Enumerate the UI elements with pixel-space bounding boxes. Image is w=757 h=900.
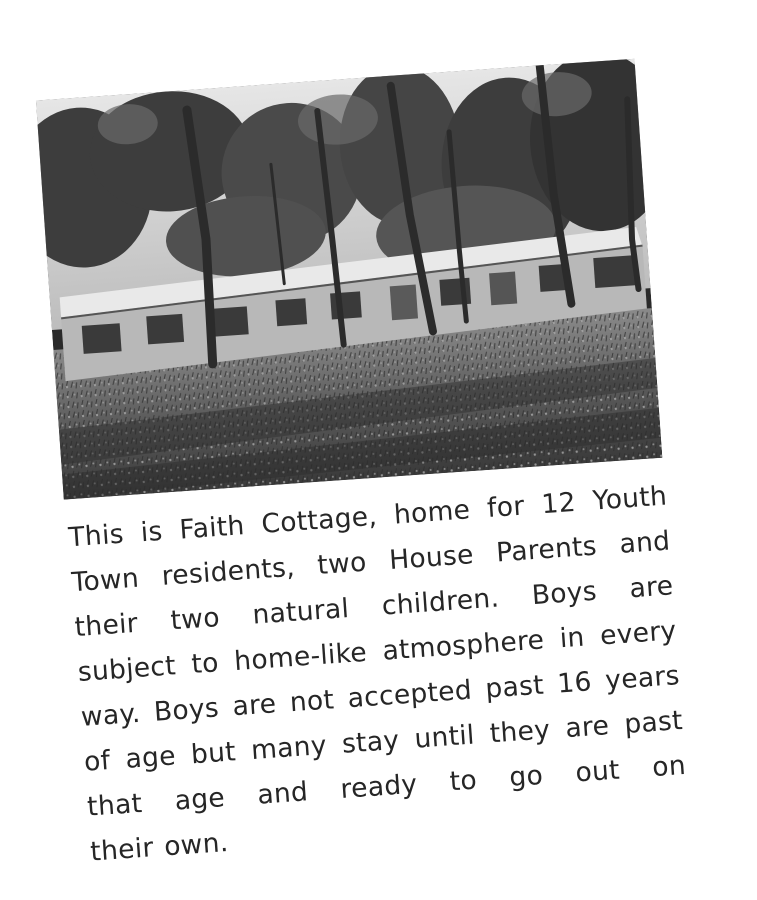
faith-cottage-photo bbox=[36, 59, 662, 500]
caption-line: subject to home-like atmosphere in every bbox=[76, 615, 678, 688]
caption-line: Town residents, two House Parents and bbox=[70, 525, 672, 599]
caption-line: that age and ready to go out on bbox=[86, 749, 687, 823]
caption-line: their own. bbox=[89, 826, 230, 868]
caption-line: of age but many stay until they are past bbox=[83, 704, 684, 778]
photo-caption bbox=[67, 474, 691, 875]
caption-line: This is Faith Cottage, home for 12 Youth bbox=[67, 480, 669, 554]
newsletter-clipping bbox=[36, 57, 708, 868]
caption-line: way. Boys are not accepted past 16 years bbox=[79, 660, 681, 733]
caption-line: their two natural children. Boys are bbox=[73, 570, 675, 644]
